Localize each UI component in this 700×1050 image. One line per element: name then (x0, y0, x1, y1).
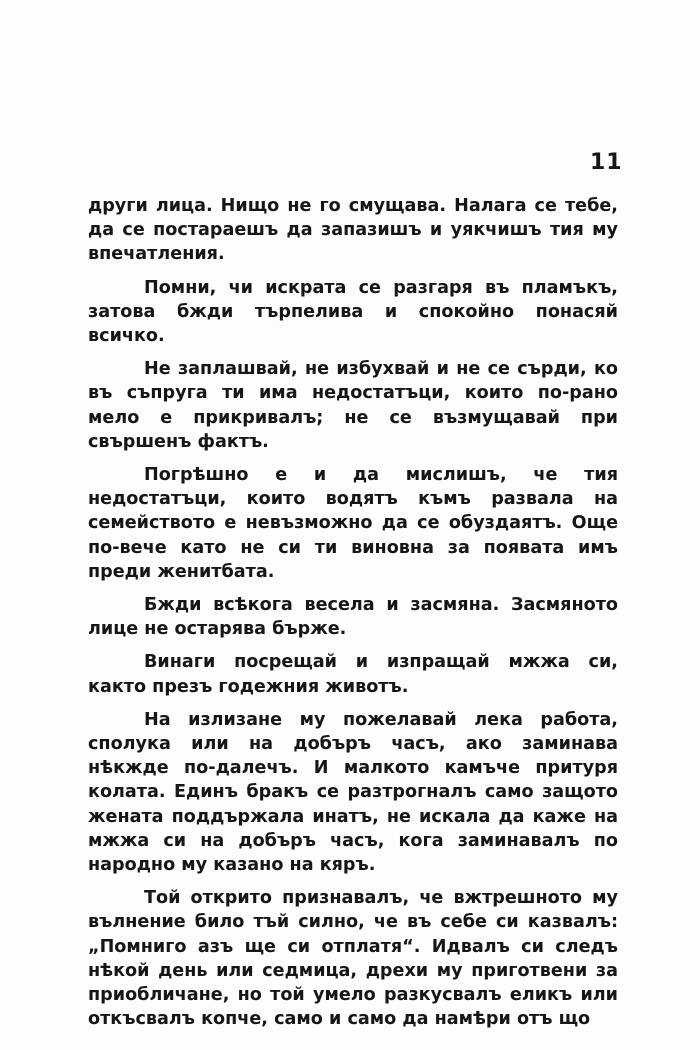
paragraph: Не заплашвай, не избухвай и не се сърди, ко въ съпруга ти има недостатъци, които по-рано мело е прикривалъ; не се възмущавай при свършенъ фактъ. (88, 359, 618, 452)
paragraph: Погрѣшно е и да мислишъ, че тия недостатъци, които водятъ къмъ развала на семейството е невъзможно да се обуздаятъ. Още по-вече като не си ти виновна за появата имъ преди женитбата. (88, 465, 618, 582)
body-text (88, 194, 618, 1041)
paragraph: Помни, чи искрата се разгаря въ пламъкъ, затова бжди търпелива и спокойно понасяй всичко. (88, 277, 618, 347)
paragraph: други лица. Нищо не го смущава. Налага се тебе, да се постараешъ да запазишъ и уякчишъ тия му впечатления. (88, 196, 618, 265)
paragraph: Той открито признавалъ, че вжтрешното му вълнение било тъй силно, че въ себе си казвалъ: „Помниго азъ ще си отплатя“. Идвалъ си следъ нѣкой день или седмица, дрехи му приготвени за приобличане, но той умело разкусвалъ еликъ или откъсвалъ копче, само и само да намѣри отъ що (88, 888, 618, 1030)
paragraph: Бжди всѣкога весела и засмяна. Засмяното лице не остарява бърже. (88, 595, 618, 640)
paragraph: На излизане му пожелавай лека работа, сполука или на добъръ часъ, ако заминава нѣкжде по-далечъ. И малкото камъче притуря колата. Единъ бракъ се разтрогналъ само защото жената поддържала инатъ, не искала да каже на мжжа си на добъръ часъ, кога заминавалъ по народно му казано на кяръ. (88, 709, 618, 876)
paragraph: Винаги посрещай и изпращай мжжа си, както презъ годежния животъ. (88, 652, 618, 697)
page-number: 11 (590, 150, 623, 175)
